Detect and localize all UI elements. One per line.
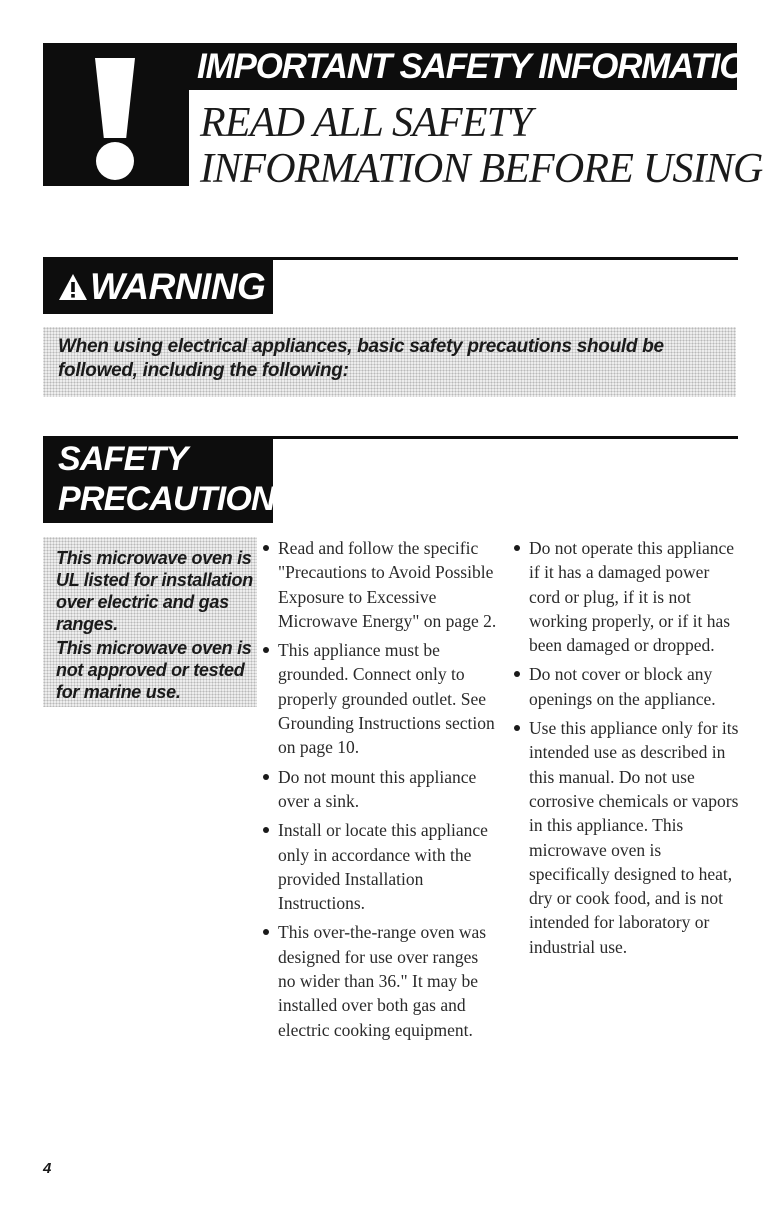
subtitle-line-1: READ ALL SAFETY bbox=[200, 100, 532, 146]
precautions-heading-line-1: SAFETY bbox=[58, 440, 188, 478]
page-title: IMPORTANT SAFETY INFORMATION bbox=[197, 47, 770, 86]
list-item: Use this appliance only for its intended use as described in this manual. Do not use corrosive chemicals or vapors in this appliance. This microwave oven is specifically designed to heat, dry or cook food, and is not intended for laboratory or industrial use. bbox=[509, 716, 739, 959]
subtitle-line-2: INFORMATION BEFORE USING bbox=[200, 146, 763, 192]
warning-note bbox=[43, 327, 736, 397]
list-item: Do not mount this appliance over a sink. bbox=[258, 765, 498, 814]
list-item: Do not cover or block any openings on the appliance. bbox=[509, 662, 739, 711]
list-item: This appliance must be grounded. Connect only to properly grounded outlet. See Grounding Instructions section on page 10. bbox=[258, 638, 498, 759]
precautions-heading bbox=[58, 439, 297, 519]
list-item: Install or locate this appliance only in accordance with the provided Installation Instructions. bbox=[258, 818, 498, 915]
page-number: 4 bbox=[43, 1160, 52, 1177]
side-note-marine: This microwave oven is not approved or tested for marine use. bbox=[56, 638, 252, 702]
list-item: Do not operate this appliance if it has a damaged power cord or plug, if it is not working properly, or if it has been damaged or dropped. bbox=[509, 536, 739, 657]
warning-note-text: When using electrical appliances, basic safety precautions should be followed, including the following: bbox=[58, 336, 664, 381]
side-note bbox=[43, 537, 257, 707]
warning-label: WARNING bbox=[90, 266, 266, 307]
side-note-ul-listing: This microwave oven is UL listed for installation over electric and gas ranges. bbox=[56, 548, 253, 634]
precautions-heading-line-2: PRECAUTIONS bbox=[58, 480, 297, 518]
precautions-column-2 bbox=[509, 536, 739, 964]
list-item: Read and follow the specific "Precautions to Avoid Possible Exposure to Excessive Microwave Energy" on page 2. bbox=[258, 536, 498, 633]
warning-triangle-icon bbox=[58, 272, 88, 302]
precautions-column-1 bbox=[258, 536, 498, 1047]
list-item: This over-the-range oven was designed for use over ranges no wider than 36." It may be installed over both gas and electric cooking equipment. bbox=[258, 920, 498, 1041]
exclamation-dot bbox=[96, 142, 134, 180]
